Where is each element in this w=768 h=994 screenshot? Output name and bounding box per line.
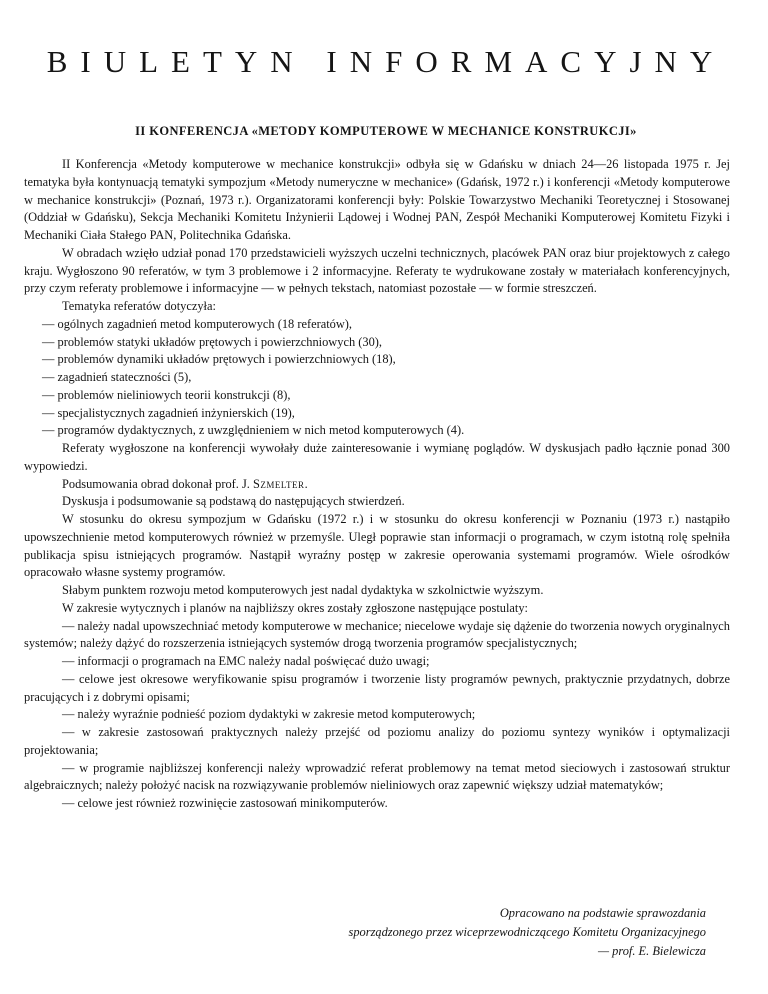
masthead: BIULETYN INFORMACYJNY [46, 44, 726, 79]
topic-item: — zagadnień stateczności (5), [42, 369, 730, 387]
paragraph-intro: II Konferencja «Metody komputerowe w mechanice konstrukcji» odbyła się w Gdańsku w dniach 24—26 listopada 1975 r. Jej tematyka była kontynuacją tematyki sympozjum «Metody numeryczne w mechanice» (Gdańsk, 1972 r.) i konferencji «Metody komputerowe w mechanice konstrukcji» (Poznań, 1973 r.). Organizatorami konferencji były: Polskie Towarzystwo Mechaniki Teoretycznej i Stosowanej (Oddział w Gdańsku), Sekcja Mechaniki Komitetu Inżynierii Lądowej i Wodnej PAN, Zespół Mechaniki Komputerowej Komitetu Fizyki i Mechaniki Ciała Stałego PAN, Politechnika Gdańska. [24, 157, 730, 242]
topic-item: — problemów statyki układów prętowych i powierzchniowych (30), [42, 334, 730, 352]
postulate-item: — w programie najbliższej konferencji należy wprowadzić referat problemowy na temat metod sieciowych i zastosowań struktur algebraicznych; należy położyć nacisk na rozwiązywanie problemów nieliniowych oraz zapewnić większy udział matematyków; [24, 760, 730, 796]
postulate-item: — należy wyraźnie podnieść poziom dydaktyki w zakresie metod komputerowych; [24, 706, 730, 724]
signature-line-1: Opracowano na podstawie sprawozdania [499, 906, 706, 920]
report-signature [349, 904, 706, 961]
topic-item: — ogólnych zagadnień metod komputerowych (18 referatów), [42, 316, 730, 334]
postulate-item: — celowe jest okresowe weryfikowanie spisu programów i tworzenie listy programów pewnych, praktycznie przydatnych, dobrze pracujących i z dobrymi opisami; [24, 671, 730, 707]
topic-item: — specjalistycznych zagadnień inżynierskich (19), [42, 405, 730, 423]
signature-line-3: — prof. E. Bielewicza [598, 944, 706, 958]
paragraph-topics-lead: Tematyka referatów dotyczyła: [62, 299, 216, 313]
topic-item: — problemów dynamiki układów prętowych i powierzchniowych (18), [42, 351, 730, 369]
paragraph-discussion: Referaty wygłoszone na konferencji wywołały duże zainteresowanie i wymianę poglądów. W dyskusjach padło łącznie ponad 300 wypowiedzi. [24, 441, 730, 473]
paragraph-participants: W obradach wzięło udział ponad 170 przedstawicieli wyższych uczelni technicznych, placówek PAN oraz biur projektowych z całego kraju. Wygłoszono 90 referatów, w tym 3 problemowe i 2 informacyjne. Referaty te wydrukowane zostały w materiałach konferencyjnych, przy czym referaty problemowe i informacyjne — w pełnych tekstach, natomiast pozostałe — w formie streszczeń. [24, 245, 730, 296]
paragraph-weak-point: Słabym punktem rozwoju metod komputerowych jest nadal dydaktyka w szkolnictwie wyższym. [62, 583, 544, 597]
paragraph-progress: W stosunku do okresu sympozjum w Gdańsku (1972 r.) i w stosunku do okresu konferencji w Poznaniu (1973 r.) nastąpiło upowszechnienie metod komputerowych również w przemyśle. Uległ poprawie stan informacji o programach, w czym istotną rolę spełniła publikacja spisu istniejących programów. Nastąpił wyraźny postęp w zakresie operowania systemami programów. Wiele ośrodków opracowało własne systemy programów. [24, 512, 730, 580]
postulate-item: — należy nadal upowszechniać metody komputerowe w mechanice; niecelowe wydaje się dążenie do tworzenia nowych oryginalnych systemów; należy dążyć do rozszerzenia istniejących systemów drogą tworzenia programów specjalistycznych; [24, 618, 730, 654]
postulate-item: — w zakresie zastosowań praktycznych należy przejść od poziomu analizy do poziomu syntezy wyników i optymalizacji projektowania; [24, 724, 730, 760]
summary-prefix: Podsumowania obrad dokonał prof. J. [62, 476, 253, 491]
topic-item: — problemów nieliniowych teorii konstrukcji (8), [42, 387, 730, 405]
summary-name: Szmelter [253, 476, 305, 491]
postulate-item: — informacji o programach na EMC należy nadal poświęcać dużo uwagi; [24, 653, 730, 671]
topic-item: — programów dydaktycznych, z uwzględnieniem w nich metod komputerowych (4). [42, 422, 730, 440]
page [24, 0, 748, 994]
topics-list [24, 316, 730, 440]
signature-line-2: sporządzonego przez wiceprzewodniczącego Komitetu Organizacyjnego [348, 925, 706, 939]
paragraph-postulates-lead: W zakresie wytycznych i planów na najbliższy okres zostały zgłoszone następujące postulaty: [62, 600, 528, 615]
article-title: II KONFERENCJA «METODY KOMPUTEROWE W MECHANICE KONSTRUKCJI» [135, 124, 637, 138]
article-body [24, 156, 730, 813]
paragraph-conclusions-lead: Dyskusja i podsumowanie są podstawą do następujących stwierdzeń. [62, 494, 405, 509]
paragraph-summary [24, 476, 730, 494]
postulate-item: — celowe jest również rozwinięcie zastosowań minikomputerów. [24, 795, 730, 813]
summary-suffix: . [304, 476, 308, 491]
